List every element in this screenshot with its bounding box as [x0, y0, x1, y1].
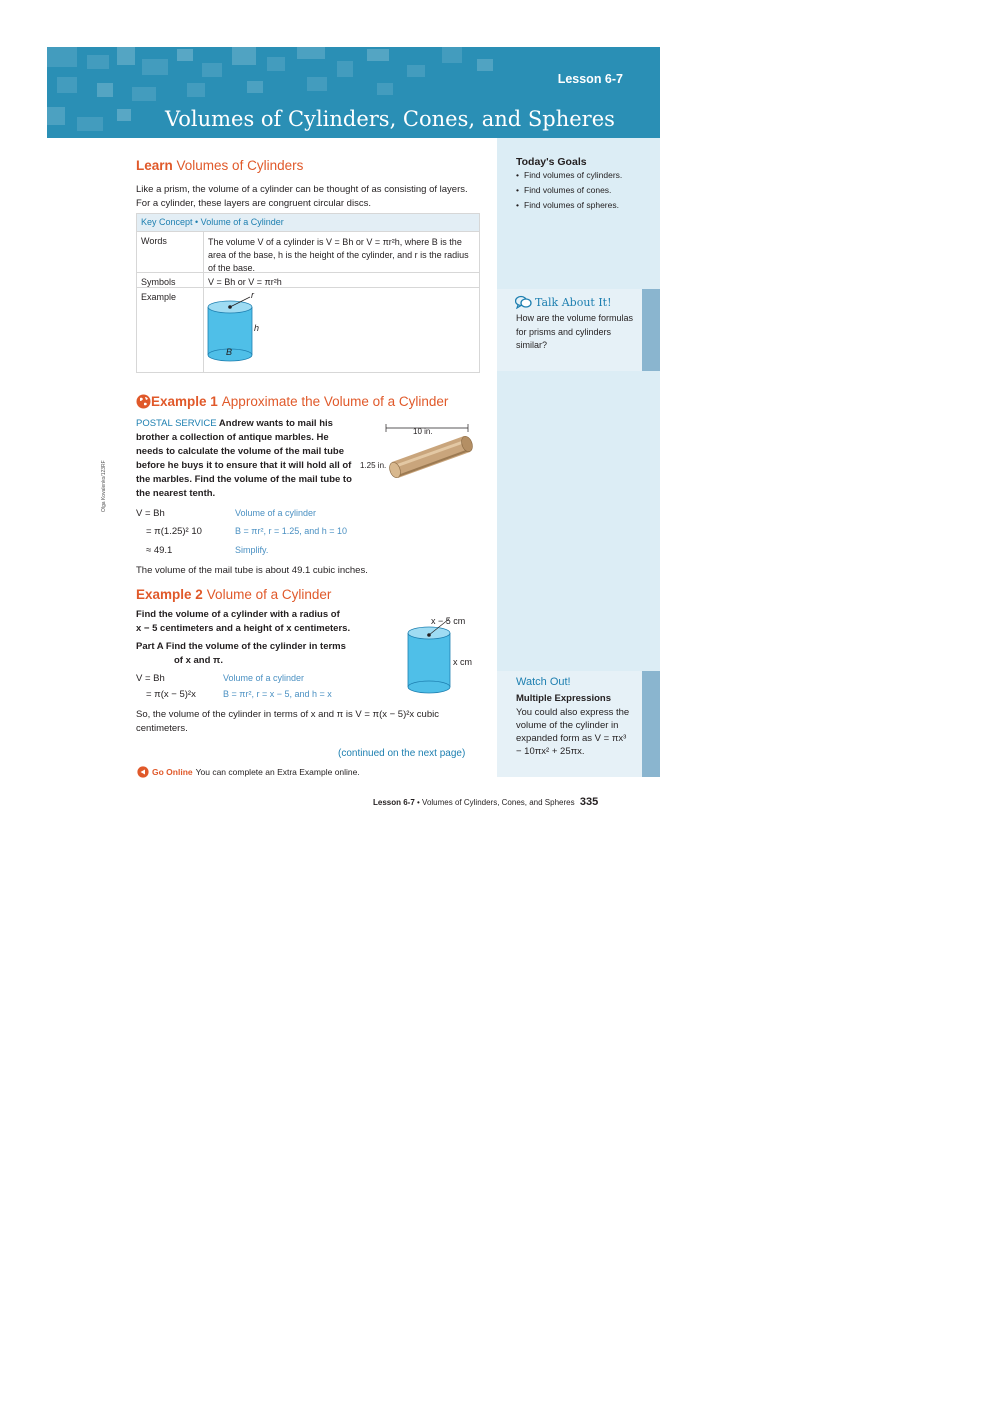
example1-tag: POSTAL SERVICE	[136, 418, 217, 429]
cylinder-figure	[204, 288, 274, 366]
tube-diameter-label: 1.25 in.	[360, 461, 387, 470]
ex2-parta-line1: Part A Find the volume of the cylinder in terms	[136, 641, 346, 652]
example1-title: Approximate the Volume of a Cylinder	[221, 394, 449, 409]
fig-x-height-label: x cm	[453, 657, 472, 667]
mail-tube-figure	[356, 422, 481, 482]
ex2-step2-expr: = π(x − 5)²x	[146, 689, 196, 700]
page-number: 335	[579, 796, 599, 808]
lesson-banner	[47, 47, 660, 138]
example2-keyword: Example 2	[136, 587, 203, 602]
ex2-problem-line2: x − 5 centimeters and a height of x centimeters.	[136, 623, 351, 634]
watch-out-title: Watch Out!	[516, 676, 571, 688]
learn-keyword: Learn	[136, 158, 173, 173]
example-label: Example	[137, 288, 204, 372]
learn-heading	[136, 158, 303, 173]
go-online-note[interactable]	[137, 766, 360, 778]
words-text: The volume V of a cylinder is V = Bh or V = πr²h, where B is the area of the base, h is the height of the cylinder, and r is the radius of the base.	[208, 237, 469, 273]
example1-keyword: Example 1	[151, 394, 218, 409]
ex2-problem-line1: Find the volume of a cylinder with a radius of	[136, 609, 340, 620]
fig-base-label: B	[226, 347, 233, 357]
example1-heading	[136, 394, 448, 409]
ex1-step2-expr: = π(1.25)² 10	[146, 526, 202, 537]
ex1-step2-note: B = πr², r = 1.25, and h = 10	[235, 526, 348, 536]
ex2-step2-note: B = πr², r = x − 5, and h = x	[223, 689, 332, 699]
symbols-label: Symbols	[137, 273, 204, 287]
goals-list	[516, 169, 636, 214]
continued-link[interactable]: (continued on the next page)	[338, 748, 466, 759]
example2-heading	[136, 587, 331, 602]
lesson-number: Lesson 6-7	[557, 72, 623, 86]
example1-problem	[136, 417, 358, 501]
key-concept-table	[136, 213, 480, 373]
tube-length-label: 10 in.	[413, 427, 433, 436]
talk-about-it-title: Talk About It!	[535, 295, 612, 309]
ex1-step3-expr: ≈ 49.1	[146, 545, 173, 556]
example-row	[137, 287, 479, 372]
sidebar-strip	[642, 671, 660, 777]
ex2-step1-note: Volume of a cylinder	[223, 673, 305, 683]
fig-x-radius-label: x − 5 cm	[431, 616, 466, 626]
cylinder-x-figure	[400, 613, 480, 698]
words-label: Words	[137, 232, 204, 272]
fig-radius-label: r	[251, 290, 254, 300]
ex2-conclusion: So, the volume of the cylinder in terms of x and π is V = π(x − 5)²x cubic centimeters.	[136, 709, 439, 734]
globe-icon	[136, 394, 151, 409]
go-online-keyword: Go Online	[152, 767, 193, 777]
fig-height-label: h	[254, 323, 260, 333]
ex1-step3-note: Simplify.	[235, 545, 269, 555]
ex1-step1-expr: V = Bh	[136, 508, 165, 519]
page-title: Volumes of Cylinders, Cones, and Spheres	[165, 107, 615, 131]
ex1-conclusion: The volume of the mail tube is about 49.1 cubic inches.	[136, 565, 368, 576]
ex2-parta-line2: of x and π.	[174, 655, 223, 666]
symbols-text: V = Bh or V = πr²h	[208, 277, 282, 287]
watch-out-subtitle: Multiple Expressions	[516, 693, 612, 704]
learn-intro: Like a prism, the volume of a cylinder can be thought of as consisting of layers. For a cylinder, these layers are congruent circular discs.	[136, 184, 468, 209]
sidebar-strip	[642, 289, 660, 371]
goal-item: • Find volumes of cones.	[524, 184, 636, 197]
example2-title: Volume of a Cylinder	[206, 587, 332, 602]
symbols-row	[137, 272, 479, 287]
goal-item: • Find volumes of cylinders.	[524, 169, 636, 182]
photo-credit: Olga Kovalenko/123RF	[101, 460, 107, 512]
goal-item: • Find volumes of spheres.	[524, 199, 636, 212]
footer-title: • Volumes of Cylinders, Cones, and Spheres	[417, 798, 575, 807]
ex2-step1-expr: V = Bh	[136, 673, 165, 684]
talk-about-it-text: How are the volume formulas for prisms and cylinders similar?	[516, 313, 634, 350]
key-concept-header: Key Concept • Volume of a Cylinder	[137, 214, 479, 231]
footer-lesson: Lesson 6-7	[373, 798, 415, 807]
page-footer	[373, 796, 598, 808]
go-online-text: You can complete an Extra Example online.	[195, 767, 360, 777]
goals-title: Today's Goals	[516, 156, 587, 168]
example1-problem-text: Andrew wants to mail his brother a collection of antique marbles. He needs to calculate the volume of the mail tube before he buys it to ensure that it will hold all of the marbles. Find the volume of the mail tube to the nearest tenth.	[136, 418, 352, 499]
watch-out-text: You could also express the volume of the cylinder in expanded form as V = πx³ − 10πx² + 25πx.	[516, 707, 630, 757]
words-row	[137, 231, 479, 272]
go-online-icon	[137, 766, 149, 778]
learn-title: Volumes of Cylinders	[176, 158, 304, 173]
speech-bubbles-icon	[515, 295, 532, 309]
ex1-step1-note: Volume of a cylinder	[235, 508, 317, 518]
talk-about-it-heading	[515, 295, 612, 309]
